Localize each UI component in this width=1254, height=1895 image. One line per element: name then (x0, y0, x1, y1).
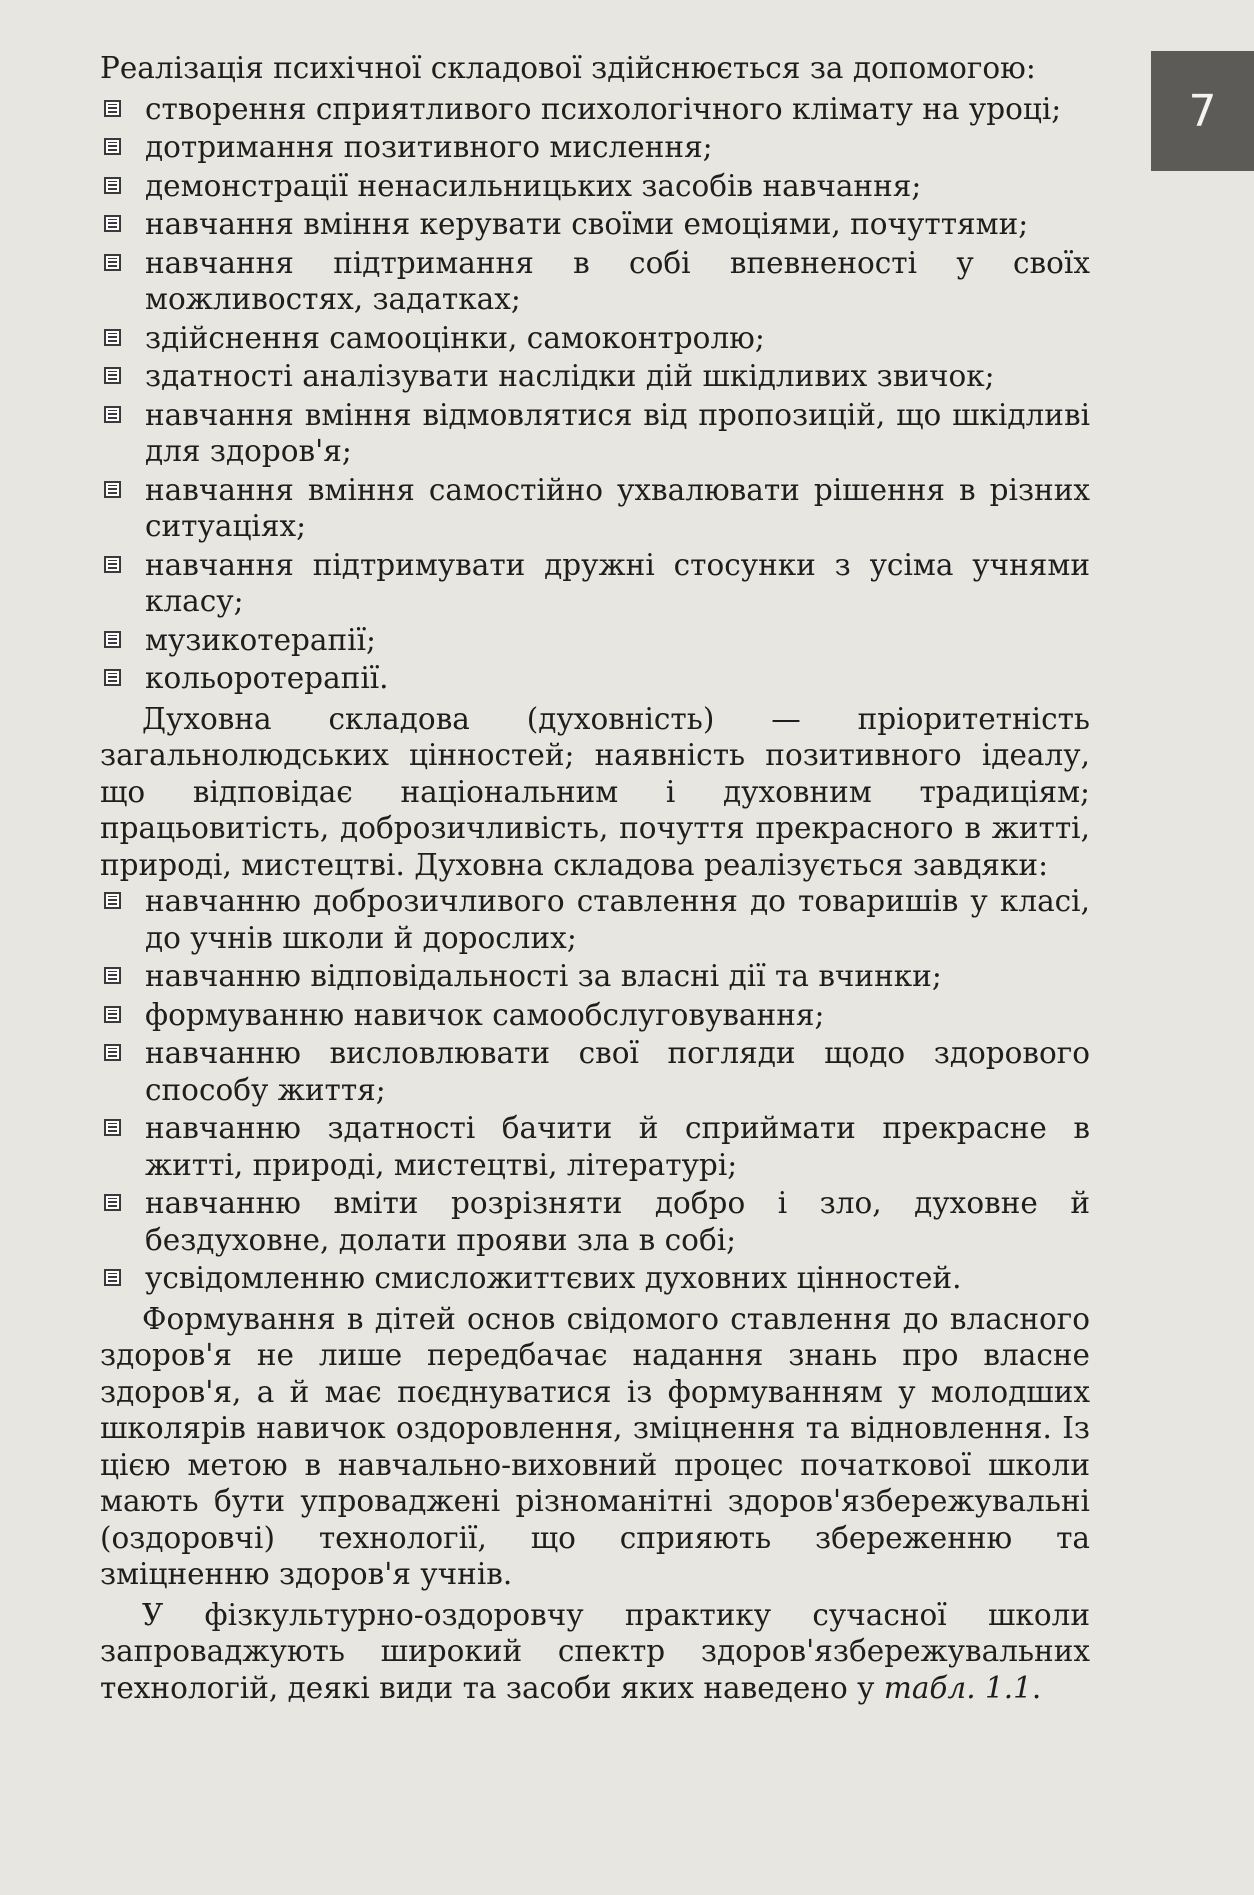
square-bullet-icon (104, 669, 121, 686)
list-item: навчанню вміти розрізняти добро і зло, духовне й бездуховне, долати прояви зла в собі; (100, 1185, 1090, 1258)
square-bullet-icon (104, 215, 121, 232)
list-item: здійснення самооцінки, самоконтролю; (100, 320, 1090, 357)
list-item: здатності аналізувати наслідки дій шкідливих звичок; (100, 358, 1090, 395)
list-item: навчанню висловлювати свої погляди щодо здорового способу життя; (100, 1035, 1090, 1108)
list-item: створення сприятливого психологічного клімату на уроці; (100, 91, 1090, 128)
list-item: навчання підтримувати дружні стосунки з усіма учнями класу; (100, 547, 1090, 620)
list-item: усвідомленню смисложиттєвих духовних цінностей. (100, 1260, 1090, 1297)
square-bullet-icon (104, 1119, 121, 1136)
list-item: навчання вміння відмовлятися від пропозицій, що шкідливі для здоров'я; (100, 397, 1090, 470)
section2-list (100, 883, 1090, 1297)
list-item: формуванню навичок самообслуговування; (100, 997, 1090, 1034)
list-item: музикотерапії; (100, 622, 1090, 659)
square-bullet-icon (104, 406, 121, 423)
list-item: навчанню відповідальності за власні дії та вчинки; (100, 958, 1090, 995)
list-item: навчанню здатності бачити й сприймати прекрасне в житті, природі, мистецтві, літературі; (100, 1110, 1090, 1183)
paragraph-technologies: У фізкультурно-оздоровчу практику сучасної школи запроваджують широкий спектр здоров'язбережувальних технологій, деякі види та засоби яких наведено у табл. 1.1. (100, 1597, 1090, 1705)
section2-paragraph: Духовна складова (духовність) — пріоритетність загальнолюдських цінностей; наявність позитивного ідеалу, що відповідає національним і духовним традиціям; працьовитість, доброзичливість, почуття прекрасного в житті, природі, мистецтві. Духовна складова реалізується завдяки: (100, 701, 1090, 882)
square-bullet-icon (104, 1194, 121, 1211)
paragraph-health-formation: Формування в дітей основ свідомого ставлення до власного здоров'я не лише передбачає надання знань про власне здоров'я, а й має поєднуватися із формуванням у молодших школярів навичок оздоровлення, зміцнення та відновлення. Із цією метою в навчально-виховний процес початкової школи мають бути упроваджені різноманітні здоров'язбережувальні (оздоровчі) технології, що сприяють збереженню та зміцненню здоров'я учнів. (100, 1301, 1090, 1591)
square-bullet-icon (104, 481, 121, 498)
section1-list (100, 91, 1090, 697)
page-number: 7 (1188, 85, 1217, 137)
list-item: дотримання позитивного мислення; (100, 129, 1090, 166)
table-reference: табл. 1.1 (883, 1670, 1032, 1705)
square-bullet-icon (104, 329, 121, 346)
list-item: навчання вміння керувати своїми емоціями, почуттями; (100, 206, 1090, 243)
square-bullet-icon (104, 1006, 121, 1023)
list-item: кольоротерапії. (100, 660, 1090, 697)
square-bullet-icon (104, 177, 121, 194)
square-bullet-icon (104, 556, 121, 573)
square-bullet-icon (104, 254, 121, 271)
square-bullet-icon (104, 892, 121, 909)
square-bullet-icon (104, 100, 121, 117)
square-bullet-icon (104, 1269, 121, 1286)
list-item: демонстрації ненасильницьких засобів навчання; (100, 168, 1090, 205)
square-bullet-icon (104, 631, 121, 648)
list-item: навчання вміння самостійно ухвалювати рішення в різних ситуаціях; (100, 472, 1090, 545)
list-item: навчання підтримання в собі впевненості у своїх можливостях, задатках; (100, 245, 1090, 318)
square-bullet-icon (104, 967, 121, 984)
list-item: навчанню доброзичливого ставлення до товаришів у класі, до учнів школи й дорослих; (100, 883, 1090, 956)
square-bullet-icon (104, 367, 121, 384)
square-bullet-icon (104, 1044, 121, 1061)
page-number-tab (1151, 51, 1254, 171)
section1-intro: Реалізація психічної складової здійснюється за допомогою: (100, 51, 1036, 85)
square-bullet-icon (104, 138, 121, 155)
page-content (100, 50, 1090, 1706)
